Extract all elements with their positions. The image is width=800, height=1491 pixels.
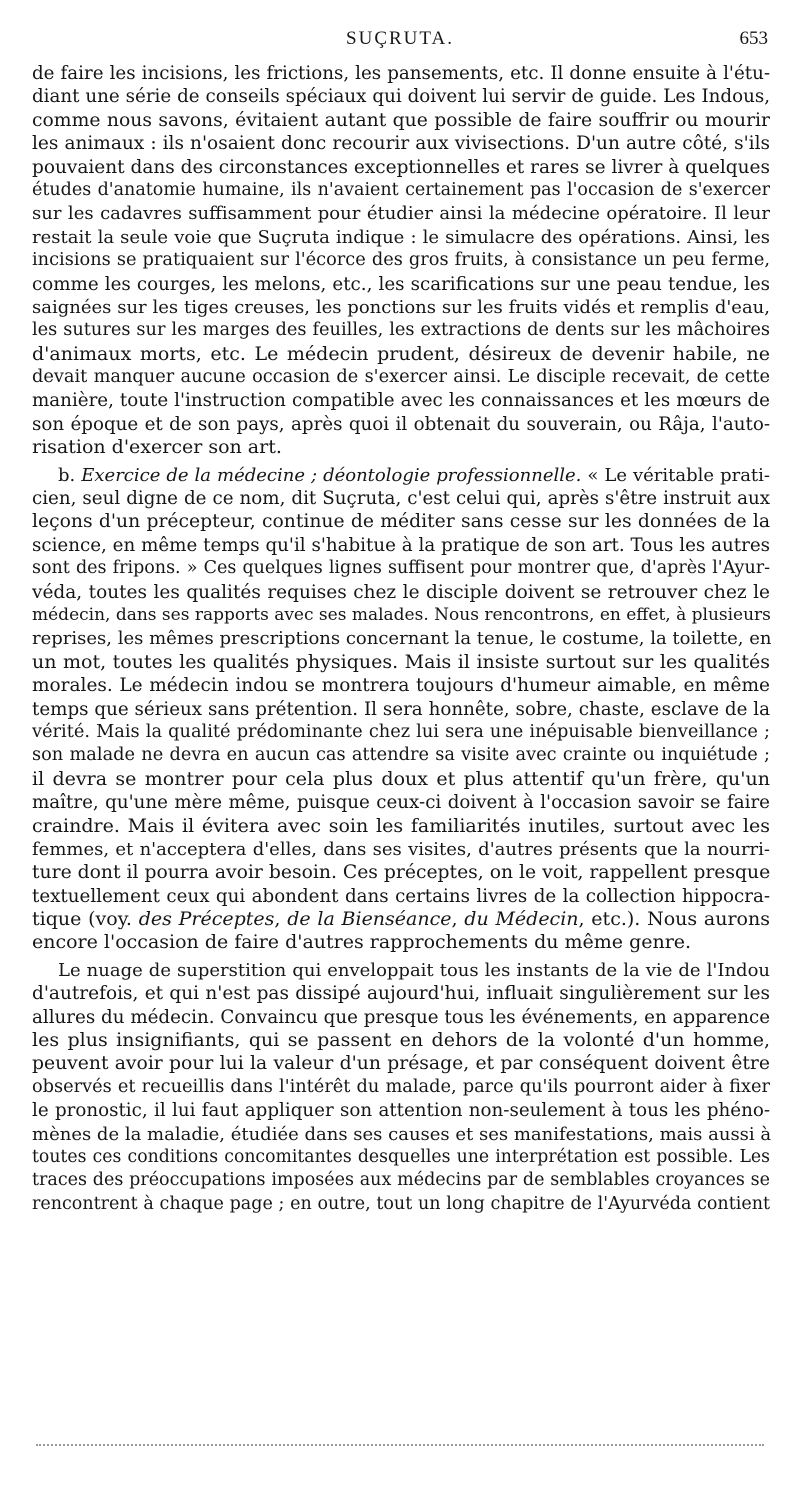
citation-tail: , etc.). Nous aurons — [578, 908, 770, 931]
text-line: pouvaient dans des circonstances exceptionnelles et rares se livrer à quelques — [32, 156, 771, 178]
text-line: médecin, dans ses rapports avec ses malades. Nous rencontrons, en effet, à plusieurs — [32, 604, 771, 625]
text-line: saignées sur les tiges creuses, les ponctions sur les fruits vidés et remplis d'eau, — [32, 296, 770, 318]
section-heading: Exercice de la médecine ; déontologie professionnelle. — [81, 464, 582, 486]
text-line: son époque et de son pays, après quoi il obtenait du souverain, ou Râja, l'auto- — [32, 413, 770, 435]
cited-work: du Médecin — [464, 908, 579, 931]
text-line: traces des préoccupations imposées aux médecins par de semblables croyances se — [32, 1170, 770, 1191]
cited-work: des Préceptes — [138, 908, 275, 931]
text-line: science, en même temps qu'il s'habitue à la pratique de son art. Tous les autres — [32, 534, 770, 556]
page-number: 653 — [739, 28, 768, 49]
text-line: risation d'exercer son art. — [32, 436, 282, 459]
running-title: SUÇRUTA. — [346, 28, 454, 49]
cited-work: de la Bienséance — [287, 908, 452, 931]
text-line: temps que sérieux sans prétention. Il sera honnête, sobre, chaste, esclave de la — [32, 698, 770, 720]
text-line: ture dont il pourra avoir besoin. Ces préceptes, on le voit, rappellent presque — [32, 862, 771, 884]
text-line: les animaux : ils n'osaient donc recourir aux vivisections. D'un autre côté, s'ils — [32, 133, 770, 155]
page-header — [32, 28, 768, 58]
citation-separator: , — [274, 908, 288, 931]
paragraph-3 — [32, 959, 770, 1216]
text-line: peuvent avoir pour lui la valeur d'un présage, et par conséquent doivent être — [32, 1053, 770, 1075]
text-line: toutes ces conditions concomitantes desquelles une interprétation est possible. Les — [32, 1146, 770, 1167]
text-line: restait la seule voie que Suçruta indique : le simulacre des opérations. Ainsi, les — [32, 226, 770, 248]
text-line: d'animaux morts, etc. Le médecin prudent, désireux de devenir habile, ne — [32, 342, 770, 365]
text-line: Le nuage de superstition qui enveloppait tous les instants de la vie de l'Indou — [58, 959, 770, 981]
text-line: il devra se montrer pour cela plus doux et plus attentif qu'un frère, qu'un — [32, 767, 770, 790]
text-line: cien, seul digne de ce nom, dit Suçruta, c'est celui qui, après s'être instruit aux — [32, 488, 770, 510]
text-line: rencontrent à chaque page ; en outre, tout un long chapitre de l'Ayurvéda contient — [32, 1193, 770, 1214]
text-line: sur les cadavres suffisamment pour étudier ainsi la médecine opératoire. Il leur — [32, 203, 770, 225]
paragraph-2 — [32, 464, 770, 955]
citation-separator: , — [451, 908, 465, 931]
text-line: morales. Le médecin indou se montrera toujours d'humeur aimable, en même — [32, 675, 770, 697]
text-line: craindre. Mais il évitera avec soin les familiarités inutiles, surtout avec les — [32, 814, 770, 837]
text-line: le pronostic, il lui faut appliquer son attention non-seulement à tous les phéno- — [32, 1100, 770, 1122]
text-line: d'autrefois, et qui n'est pas dissipé aujourd'hui, influait singulièrement sur les — [32, 983, 770, 1005]
text-line: encore l'occasion de faire d'autres rapprochements du même genre. — [32, 931, 692, 954]
heading-line-text: « Le véritable prati- — [581, 464, 770, 486]
bottom-dotted-rule — [36, 1444, 764, 1446]
text-line: femmes, et n'acceptera d'elles, dans ses visites, d'autres présents que la nourri- — [32, 838, 770, 860]
text-line: manière, toute l'instruction compatible avec les connaissances et les mœurs de — [32, 390, 770, 412]
citation-lead: tique (voy. — [32, 908, 139, 931]
body-text — [32, 62, 770, 1216]
text-line: mènes de la maladie, étudiée dans ses causes et ses manifestations, mais aussi à — [32, 1123, 772, 1145]
text-line: reprises, les mêmes prescriptions concernant la tenue, le costume, la toilette, en — [32, 628, 772, 650]
text-line: les sutures sur les marges des feuilles, les extractions de dents sur les mâchoires — [32, 320, 770, 341]
text-line: comme les courges, les melons, etc., les scarifications sur une peau tendue, les — [32, 273, 770, 295]
text-line: de faire les incisions, les frictions, les pansements, etc. Il donne ensuite à l'étu- — [32, 63, 770, 84]
text-line: observés et recueillis dans l'intérêt du malade, parce qu'ils pourront aider à fixer — [32, 1076, 770, 1097]
text-line: diant une série de conseils spéciaux qui doivent lui servir de guide. Les Indous, — [32, 86, 770, 108]
text-line: les plus insignifiants, qui se passent en dehors de la volonté d'un homme, — [32, 1029, 770, 1052]
text-line: sont des fripons. » Ces quelques lignes suffisent pour montrer que, d'après l'Ayur- — [32, 558, 770, 579]
citation-line — [32, 908, 770, 931]
text-line: maître, qu'une mère même, puisque ceux-ci doivent à l'occasion savoir se faire — [32, 792, 770, 814]
text-line: un mot, toutes les qualités physiques. Mais il insiste surtout sur les qualités — [32, 650, 770, 673]
section-label: b. — [58, 464, 82, 486]
text-line: comme nous savons, évitaient autant que possible de faire souffrir ou mourir — [32, 109, 770, 131]
text-line: devait manquer aucune occasion de s'exercer ainsi. Le disciple recevait, de cette — [32, 367, 770, 388]
section-heading-line — [32, 464, 770, 487]
text-line: son malade ne devra en aucun cas attendre sa visite avec crainte ou inquiétude ; — [32, 745, 770, 766]
paragraph-1 — [32, 62, 770, 460]
text-line: allures du médecin. Convaincu que presque tous les événements, en apparence — [32, 1006, 770, 1028]
text-line: incisions se pratiquaient sur l'écorce des gros fruits, à consistance un peu ferme, — [32, 250, 770, 271]
text-line: leçons d'un précepteur, continue de méditer sans cesse sur les données de la — [32, 511, 770, 533]
text-line: textuellement ceux qui abondent dans certains livres de la collection hippocra- — [32, 885, 770, 907]
text-line: études d'anatomie humaine, ils n'avaient certainement pas l'occasion de s'exercer — [32, 179, 770, 200]
text-line: véda, toutes les qualités requises chez le disciple doivent se retrouver chez le — [32, 581, 770, 603]
text-line: vérité. Mais la qualité prédominante chez lui sera une inépuisable bienveillance ; — [32, 721, 770, 742]
